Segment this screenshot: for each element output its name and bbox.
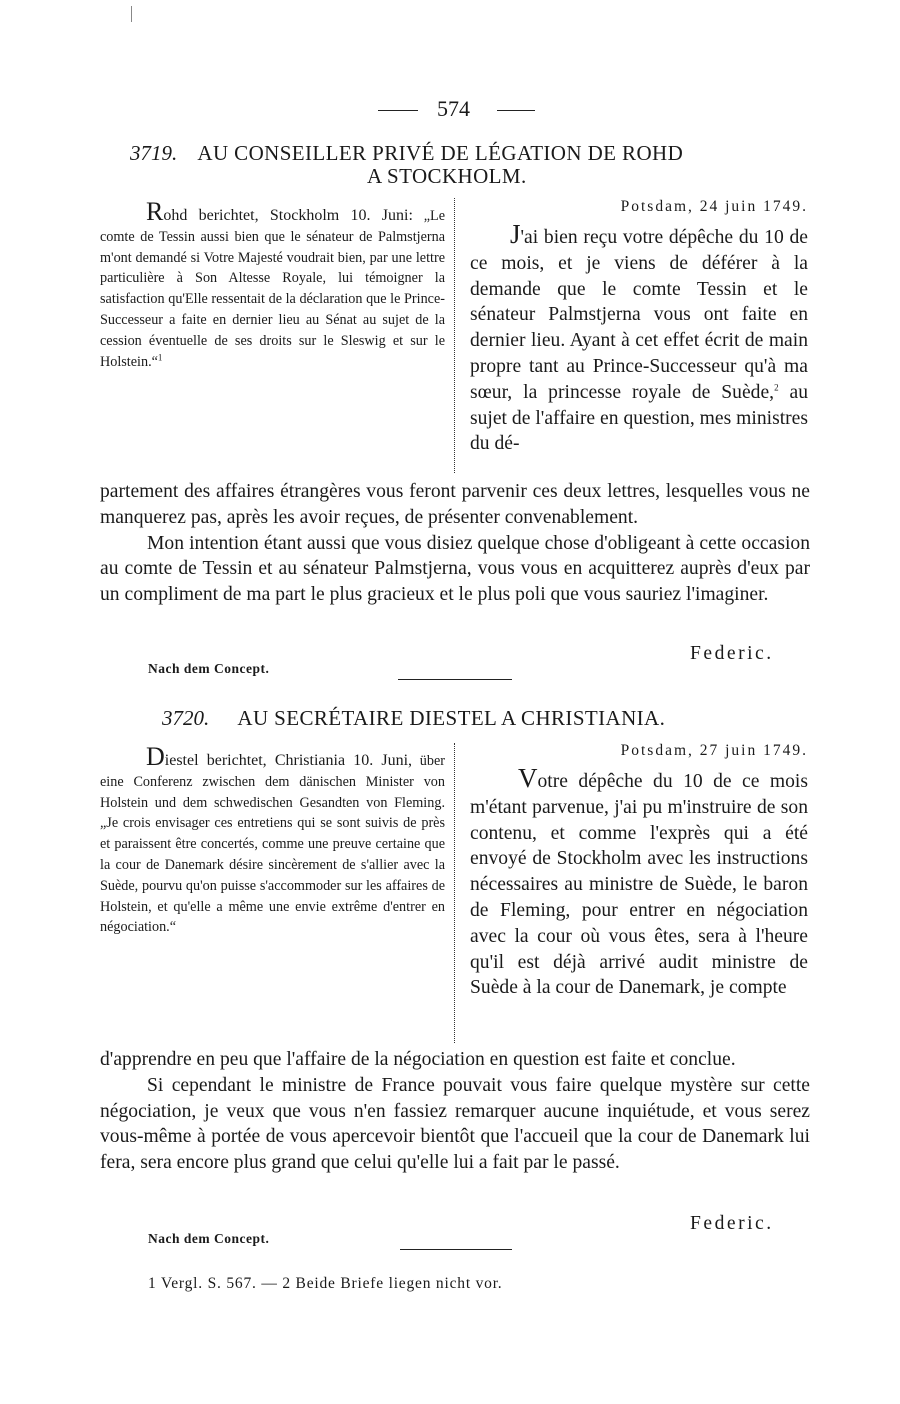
body-initial: V	[518, 763, 538, 793]
letter-3719-title-line2: A STOCKHOLM.	[367, 164, 527, 188]
body-continued: partement des affaires étrangères vous feront parvenir ces deux lettres, lesquelles vous ne manquerez pas, après les avoir reçues, de présenter convenablement.	[100, 481, 810, 528]
letter-3719-summary	[100, 199, 445, 372]
body-paragraph-2: Si cependant le ministre de France pouvait vous faire quelque mystère sur cette négociation, je veux que vous n'en fassiez remarquer aucune inquiétude, et vous serez vous-même à portée de vous apercevoir bientôt que l'accueil que la cour de Danemark lui fera, sera encore plus grand que celui qu'elle lui a fait par le passé.	[100, 1074, 810, 1174]
letter-3720-continuation	[100, 1047, 810, 1176]
footnote-ref: 2	[774, 382, 779, 393]
body-text-part2: au sujet de l'affaire en question, mes ministres du dé-	[470, 381, 808, 455]
letter-3720-body	[470, 740, 808, 1001]
letter-3720-title	[162, 706, 665, 731]
page-number: 574	[437, 96, 470, 121]
page-number-rule-right	[497, 110, 535, 111]
letter-3720-summary	[100, 744, 445, 938]
dateline: Potsdam, 24 juin 1749.	[620, 198, 808, 215]
page-number-rule-left	[378, 110, 418, 111]
summary-initial: R	[146, 197, 164, 226]
signature: Federic.	[690, 1213, 774, 1234]
column-divider	[454, 743, 455, 1043]
body-text-part1: otre dépêche du 10 de ce mois m'étant parvenue, j'ai pu m'instruire de son contenu, et comme l'exprès qui a été envoyé de Stockholm avec les instructions nécessaires au ministre de Suède, le baron de Fleming, pour entrer en négociation avec la cour où vous êtes, sera à l'heure qu'il est déjà arrivé audit ministre de Suède à la cour de Danemark, je compte	[470, 771, 808, 999]
footnote-ref: 1	[157, 351, 163, 362]
source-note: Nach dem Concept.	[148, 661, 270, 676]
body-paragraph-2: Mon intention étant aussi que vous disiez quelque chose d'obligeant à cette occasion au comte de Tessin et au sénateur Palmstjerna, vous vous en acquitterez auprès d'eux par un compliment de ma part le plus gracieux et le plus poli que vous sauriez l'imaginer.	[100, 532, 810, 606]
margin-mark	[131, 6, 132, 22]
page-header	[0, 96, 900, 124]
letter-number: 3720.	[162, 706, 210, 730]
body-continued: d'apprendre en peu que l'affaire de la négociation en question est faite et conclue.	[100, 1049, 736, 1070]
signature: Federic.	[690, 643, 774, 664]
source-note: Nach dem Concept.	[148, 1231, 270, 1246]
dateline: Potsdam, 27 juin 1749.	[620, 742, 808, 759]
summary-lead: iestel berichtet, Christiania 10. Juni,	[164, 752, 413, 769]
letter-title-line1: AU CONSEILLER PRIVÉ DE LÉGATION DE ROHD	[197, 141, 684, 165]
letter-3719-continuation	[100, 479, 810, 608]
section-rule	[400, 1249, 512, 1250]
body-text-part1: 'ai bien reçu votre dépêche du 10 de ce mois, et je viens de déférer à la demande que le comte Tessin et le sénateur Palmstjerna vous ont faite en dernier lieu. Ayant à cet effet écrit de main propre tant au Prince-Successeur qu'à ma sœur, la princesse royale de Suède,	[470, 227, 808, 403]
summary-initial: D	[146, 742, 165, 771]
letter-3719-title	[130, 141, 683, 166]
summary-lead: ohd berichtet, Stockholm 10. Juni:	[163, 207, 413, 224]
summary-text: „Le comte de Tessin aussi bien que le sénateur de Palmstjerna m'ont demandé si Votre Majesté voudrait bien, par une lettre particulière à Son Altesse Royale, lui témoigner la satisfaction qu'Elle ressentait de la déclaration que le Prince-Successeur a faite en dernier lieu au Sénat au sujet de la cession éventuelle de ses droits sur le Sleswig et sur le Holstein.“	[100, 208, 446, 370]
section-rule	[398, 679, 512, 680]
column-divider	[454, 198, 455, 473]
letter-number: 3719.	[130, 141, 178, 165]
body-initial: J	[510, 219, 521, 249]
footnotes: 1 Vergl. S. 567. — 2 Beide Briefe liegen nicht vor.	[148, 1275, 503, 1292]
letter-title-line1: AU SECRÉTAIRE DIESTEL A CHRISTIANIA.	[237, 706, 666, 730]
letter-3719-body	[470, 196, 808, 457]
summary-text: über eine Conferenz zwischen dem dänischen Minister von Holstein und dem schwedischen Gesandten von Fleming. „Je crois envisager ces entretiens qui se sont suivis de près et paraissent être concertés, comme une preuve certaine que la cour de Danemark désire sincèrement de s'allier avec la Suède, pourvu qu'on puisse s'accommoder sur les affaires de Holstein, et qu'elle a même une envie extrême d'entrer en négociation.“	[100, 753, 445, 936]
